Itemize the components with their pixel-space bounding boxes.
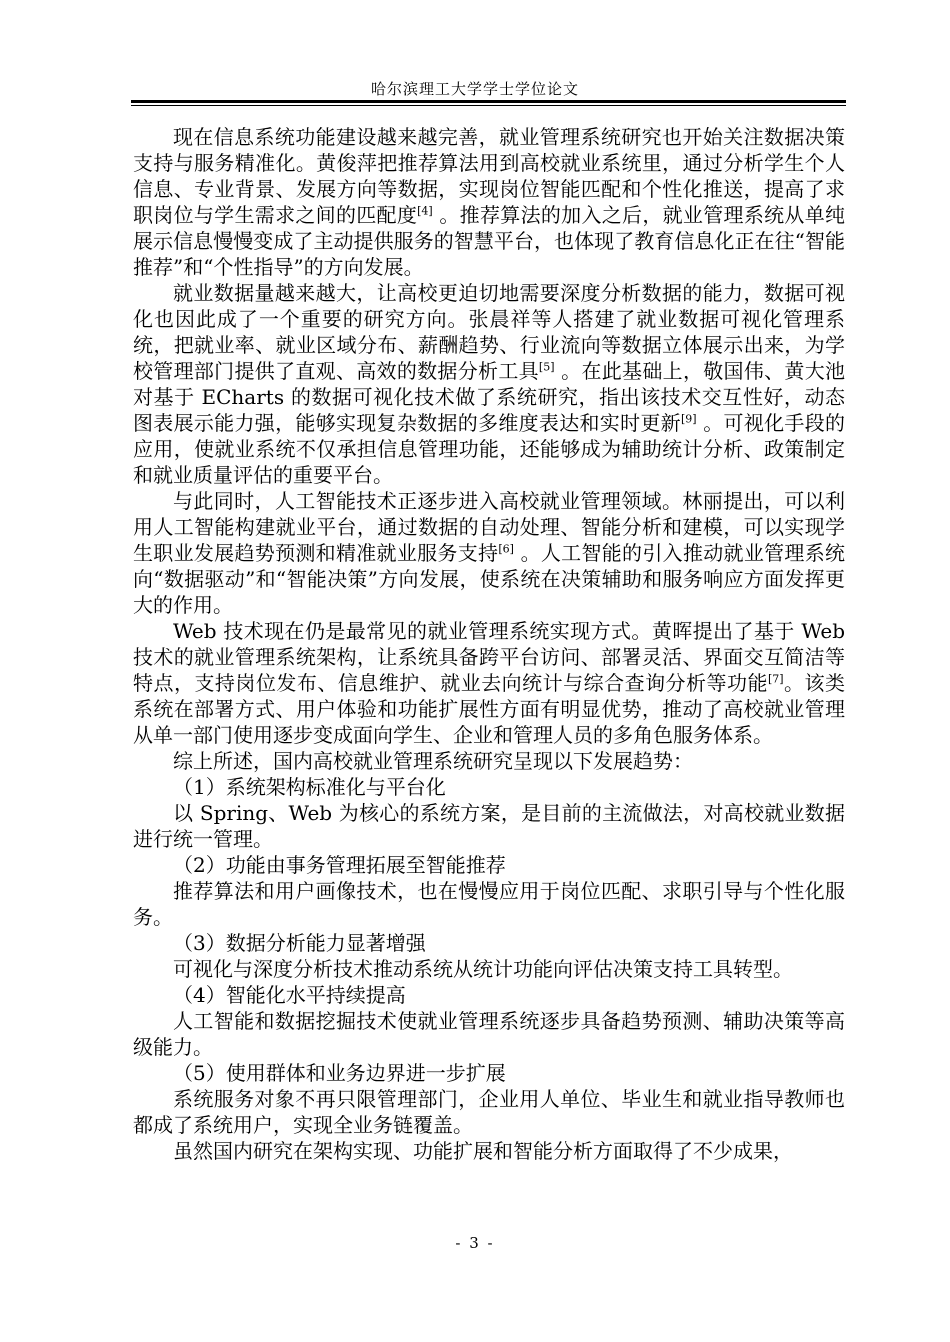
text: 。该类系统在部署方式、用户体验和功能扩展性方面有明显优势，推动了高校就业管理从单一部门使用逐步变成面向学生、企业和管理人员的多角色服务体系。 xyxy=(133,671,846,747)
page-number: - 3 - xyxy=(455,1234,495,1252)
text: 。人工智能的引入推动就业管理系统向“数据驱动”和“智能决策”方向发展，使系统在决策辅助和服务响应方面发挥更大的作用。 xyxy=(133,541,846,617)
citation[interactable]: [9] xyxy=(680,412,697,426)
paragraph xyxy=(133,488,845,618)
text: 。在此基础上，敬国伟、黄大池对基于 ECharts 的数据可视化技术做了系统研究，指出该技术交互性好，动态图表展示能力强，能够实现复杂数据的多维度表达和实时更新 xyxy=(133,359,846,435)
text: 就业数据量越来越大，让高校更迫切地需要深度分析数据的能力，数据可视化也因此成了一个重要的研究方向。张晨祥等人搭建了就业数据可视化管理系统，把就业率、就业区域分布、薪酬趋势、行业流向等数据立体展示出来，为学校管理部门提供了直观、高效的数据分析工具 xyxy=(133,281,845,383)
text: 与此同时，人工智能技术正逐步进入高校就业管理领域。林丽提出，可以利用人工智能构建就业平台，通过数据的自动处理、智能分析和建模，可以实现学生职业发展趋势预测和精准就业服务支持 xyxy=(133,489,845,565)
trend-heading-1: （1）系统架构标准化与平台化 xyxy=(173,775,446,799)
citation[interactable]: [6] xyxy=(498,542,514,556)
trend-heading-3: （3）数据分析能力显著增强 xyxy=(173,931,426,955)
text: 。可视化手段的应用，使就业系统不仅承担信息管理功能，还能够成为辅助统计分析、政策制定和就业质量评估的重要平台。 xyxy=(133,411,846,487)
trend-heading-2: （2）功能由事务管理拓展至智能推荐 xyxy=(173,853,506,877)
text: 。推荐算法的加入之后，就业管理系统从单纯展示信息慢慢变成了主动提供服务的智慧平台，也体现了教育信息化正在往“智能推荐”和“个性指导”的方向发展。 xyxy=(133,203,846,279)
header-rule xyxy=(131,100,846,103)
text: 现在信息系统功能建设越来越完善，就业管理系统研究也开始关注数据决策支持与服务精准化。黄俊萍把推荐算法用到高校就业系统里，通过分析学生个人信息、专业背景、发展方向等数据，实现岗位智能匹配和个性化推送，提高了求职岗位与学生需求之间的匹配度 xyxy=(133,125,845,227)
paragraph xyxy=(133,280,845,488)
paragraph xyxy=(133,124,845,280)
header-rule-thin xyxy=(131,105,846,106)
page-header-title: 哈尔滨理工大学学士学位论文 xyxy=(370,80,579,98)
paragraph: 虽然国内研究在架构实现、功能扩展和智能分析方面取得了不少成果， xyxy=(173,1139,793,1163)
text: Web 技术现在仍是最常见的就业管理系统实现方式。黄晖提出了基于 Web 技术的就业管理系统架构，让系统具备跨平台访问、部署灵活、界面交互简洁等特点，支持岗位发布、信息维护、就业去向统计与综合查询分析等功能 xyxy=(133,619,845,695)
trend-desc-5: 系统服务对象不再只限管理部门，企业用人单位、毕业生和就业指导教师也都成了系统用户，实现全业务链覆盖。 xyxy=(133,1087,845,1137)
paragraph xyxy=(133,618,845,748)
trend-heading-4: （4）智能化水平持续提高 xyxy=(173,983,406,1007)
trend-desc-4: 人工智能和数据挖掘技术使就业管理系统逐步具备趋势预测、辅助决策等高级能力。 xyxy=(133,1009,845,1059)
trend-desc-3: 可视化与深度分析技术推动系统从统计功能向评估决策支持工具转型。 xyxy=(173,957,793,981)
paragraph: 综上所述，国内高校就业管理系统研究呈现以下发展趋势： xyxy=(173,749,693,773)
body-text xyxy=(133,124,845,1164)
citation[interactable]: [4] xyxy=(417,204,433,218)
trend-heading-5: （5）使用群体和业务边界进一步扩展 xyxy=(173,1061,506,1085)
citation[interactable]: [7] xyxy=(767,672,784,686)
citation[interactable]: [5] xyxy=(538,360,555,374)
trend-desc-2: 推荐算法和用户画像技术，也在慢慢应用于岗位匹配、求职引导与个性化服务。 xyxy=(133,879,845,929)
trend-desc-1: 以 Spring、Web 为核心的系统方案，是目前的主流做法，对高校就业数据进行统一管理。 xyxy=(133,801,845,851)
